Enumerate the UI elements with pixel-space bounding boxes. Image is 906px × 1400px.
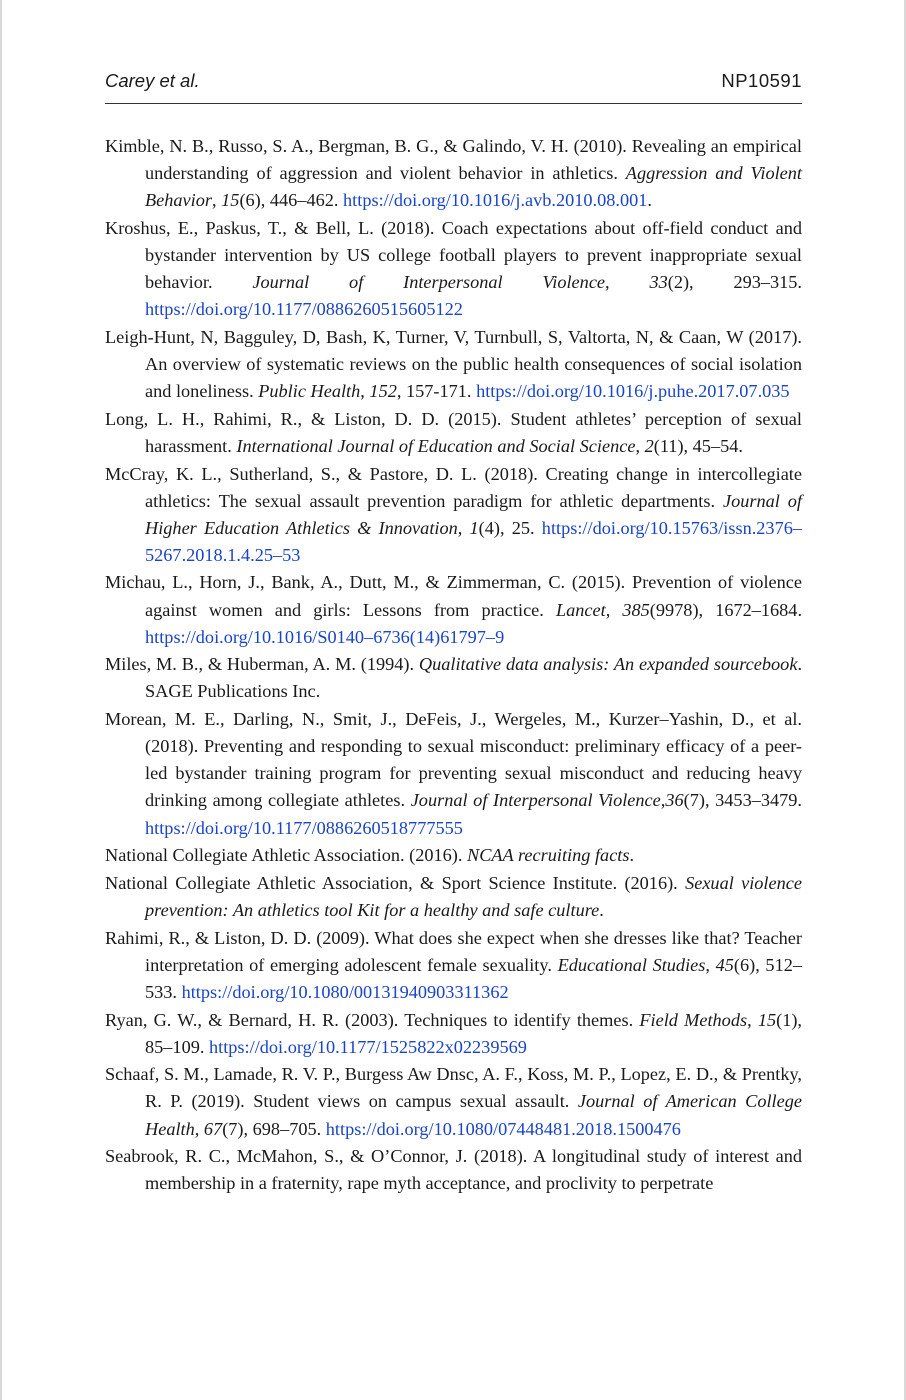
reference-entry xyxy=(105,406,802,460)
reference-source-title: Sexual violence prevention: An athletics tool Kit for a healthy and safe culture xyxy=(145,872,802,920)
reference-separator: , xyxy=(635,435,645,456)
reference-volume: 45 xyxy=(715,954,734,975)
reference-text: Kimble, N. B., Russo, S. A., Bergman, B. G., & Galindo, V. H. (2010). Revealing an empirical understanding of aggression and violent behavior in athletics. xyxy=(105,136,802,184)
reference-entry xyxy=(105,842,802,869)
reference-text: Rahimi, R., & Liston, D. D. (2009). What does she expect when she dresses like that? Teacher interpretation of emerging adolescent female sexuality. xyxy=(105,927,802,975)
reference-volume: 15 xyxy=(221,190,240,211)
reference-text: Morean, M. E., Darling, N., Smit, J., DeFeis, J., Wergeles, M., Kurzer–Yashin, D., et al. (2018). Preventing and responding to sexual misconduct: preliminary efficacy of a peer-led bystander training program for preventing sexual misconduct and reducing heavy drinking among collegiate athletes. xyxy=(105,709,802,811)
reference-entry xyxy=(105,133,802,214)
reference-volume: 385 xyxy=(622,599,650,620)
reference-entry xyxy=(105,651,802,705)
reference-volume: 67 xyxy=(203,1118,223,1139)
reference-entry xyxy=(105,1007,802,1061)
page-edge-left xyxy=(0,0,2,1400)
reference-details: (6), 446–462. xyxy=(239,190,344,211)
reference-text: National Collegiate Athletic Association. (2016). xyxy=(105,845,467,866)
reference-separator: , xyxy=(605,272,650,293)
reference-volume: 33 xyxy=(649,272,668,293)
reference-separator: , xyxy=(194,1118,204,1139)
reference-separator: , xyxy=(705,954,716,975)
reference-source-title: Journal of Interpersonal Violence xyxy=(410,790,661,811)
reference-end: . xyxy=(647,190,652,211)
reference-doi-link[interactable]: https://doi.org/10.1016/j.avb.2010.08.001 xyxy=(343,190,648,211)
running-header-authors: Carey et al. xyxy=(105,70,200,91)
reference-volume: 36 xyxy=(665,790,684,811)
reference-text: Leigh-Hunt, N, Bagguley, D, Bash, K, Turner, V, Turnbull, S, Valtorta, N, & Caan, W (2017). An overview of systematic reviews on the public health consequences of social isolation and loneliness. xyxy=(105,326,802,402)
reference-volume: 1 xyxy=(469,517,479,538)
reference-entry xyxy=(105,569,802,650)
reference-source-title: Journal of Higher Education Athletics & Innovation xyxy=(145,490,803,538)
reference-details: (6), 512–533. xyxy=(145,954,802,1002)
reference-entry xyxy=(105,870,802,924)
reference-text: Schaaf, S. M., Lamade, R. V. P., Burgess Aw Dnsc, A. F., Koss, M. P., Lopez, E. D., & Prentky, R. P. (2019). Student views on campus sexual assault. xyxy=(105,1064,802,1112)
reference-entry xyxy=(105,925,802,1006)
reference-details: (11), 45–54. xyxy=(653,435,743,456)
reference-source-title: Journal of Interpersonal Violence xyxy=(252,272,606,293)
reference-doi-link[interactable]: https://doi.org/10.1080/00131940903311362 xyxy=(181,981,509,1002)
reference-details: . xyxy=(629,845,635,866)
reference-source-title: Aggression and Violent Behavior xyxy=(145,163,802,211)
reference-entry xyxy=(105,1143,802,1197)
reference-text: Long, L. H., Rahimi, R., & Liston, D. D. (2015). Student athletes’ perception of sexual harassment. xyxy=(105,408,802,456)
running-header-article-id: NP10591 xyxy=(721,70,802,91)
reference-separator: , xyxy=(212,190,222,211)
reference-doi-link[interactable]: https://doi.org/10.1177/0886260518777555 xyxy=(145,817,463,838)
reference-source-title: NCAA recruiting facts xyxy=(467,845,630,866)
reference-separator: , xyxy=(360,381,370,402)
reference-separator: , xyxy=(660,790,666,811)
reference-text: Kroshus, E., Paskus, T., & Bell, L. (2018). Coach expectations about off-field conduct and bystander intervention by US college football players to prevent inappropriate sexual behavior. xyxy=(105,217,802,293)
reference-text: McCray, K. L., Sutherland, S., & Pastore, D. L. (2018). Creating change in intercollegiate athletics: The sexual assault prevention paradigm for athletic departments. xyxy=(105,463,802,511)
reference-text: Ryan, G. W., & Bernard, H. R. (2003). Techniques to identify themes. xyxy=(105,1009,640,1030)
reference-source-title: Journal of American College Health xyxy=(145,1091,802,1139)
reference-details: (1), 85–109. xyxy=(145,1009,802,1057)
reference-entry xyxy=(105,706,802,841)
header-rule xyxy=(105,103,802,104)
reference-doi-link[interactable]: https://doi.org/10.1177/1525822x02239569 xyxy=(208,1036,527,1057)
reference-text: Miles, M. B., & Huberman, A. M. (1994). xyxy=(105,654,419,675)
reference-doi-link[interactable]: https://doi.org/10.1016/S0140–6736(14)61797–9 xyxy=(145,626,505,647)
reference-entry xyxy=(105,461,802,569)
reference-source-title: Public Health xyxy=(258,381,361,402)
reference-source-title: Field Methods xyxy=(639,1009,748,1030)
reference-details: (2), 293–315. xyxy=(667,272,803,293)
reference-volume: 2 xyxy=(644,435,654,456)
reference-text: Seabrook, R. C., McMahon, S., & O’Connor, J. (2018). A longitudinal study of interest and membership in a fraternity, rape myth acceptance, and proclivity to perpetrate xyxy=(105,1146,802,1194)
reference-separator: , xyxy=(605,599,623,620)
reference-entry xyxy=(105,324,802,405)
reference-doi-link[interactable]: https://doi.org/10.1177/0886260515605122 xyxy=(145,299,463,320)
reference-details: . SAGE Publications Inc. xyxy=(145,654,803,702)
reference-details: (7), 698–705. xyxy=(222,1118,326,1139)
reference-details: , 157-171. xyxy=(396,381,477,402)
reference-doi-link[interactable]: https://doi.org/10.15763/issn.2376–5267.2018.1.4.25–53 xyxy=(145,517,802,565)
reference-source-title: Qualitative data analysis: An expanded sourcebook xyxy=(418,654,798,675)
reference-details: (7), 3453–3479. xyxy=(683,790,802,811)
reference-details: (9978), 1672–1684. xyxy=(649,599,803,620)
reference-source-title: Lancet xyxy=(555,599,606,620)
reference-doi-link[interactable]: https://doi.org/10.1016/j.puhe.2017.07.035 xyxy=(476,381,790,402)
reference-details: (4), 25. xyxy=(478,517,542,538)
running-header xyxy=(105,70,802,92)
reference-text: Michau, L., Horn, J., Bank, A., Dutt, M., & Zimmerman, C. (2015). Prevention of violence against women and girls: Lessons from practice. xyxy=(105,572,802,620)
reference-entry xyxy=(105,1061,802,1142)
reference-entry xyxy=(105,215,802,323)
reference-source-title: Educational Studies xyxy=(557,954,706,975)
reference-separator: , xyxy=(747,1009,758,1030)
reference-separator: , xyxy=(457,517,470,538)
reference-list xyxy=(105,133,802,1197)
reference-details: . xyxy=(599,899,604,920)
reference-volume: 15 xyxy=(757,1009,777,1030)
reference-text: National Collegiate Athletic Association, & Sport Science Institute. (2016). xyxy=(105,872,686,893)
reference-source-title: International Journal of Education and Social Science xyxy=(236,435,636,456)
reference-doi-link[interactable]: https://doi.org/10.1080/07448481.2018.1500476 xyxy=(325,1118,681,1139)
reference-volume: 152 xyxy=(369,381,397,402)
